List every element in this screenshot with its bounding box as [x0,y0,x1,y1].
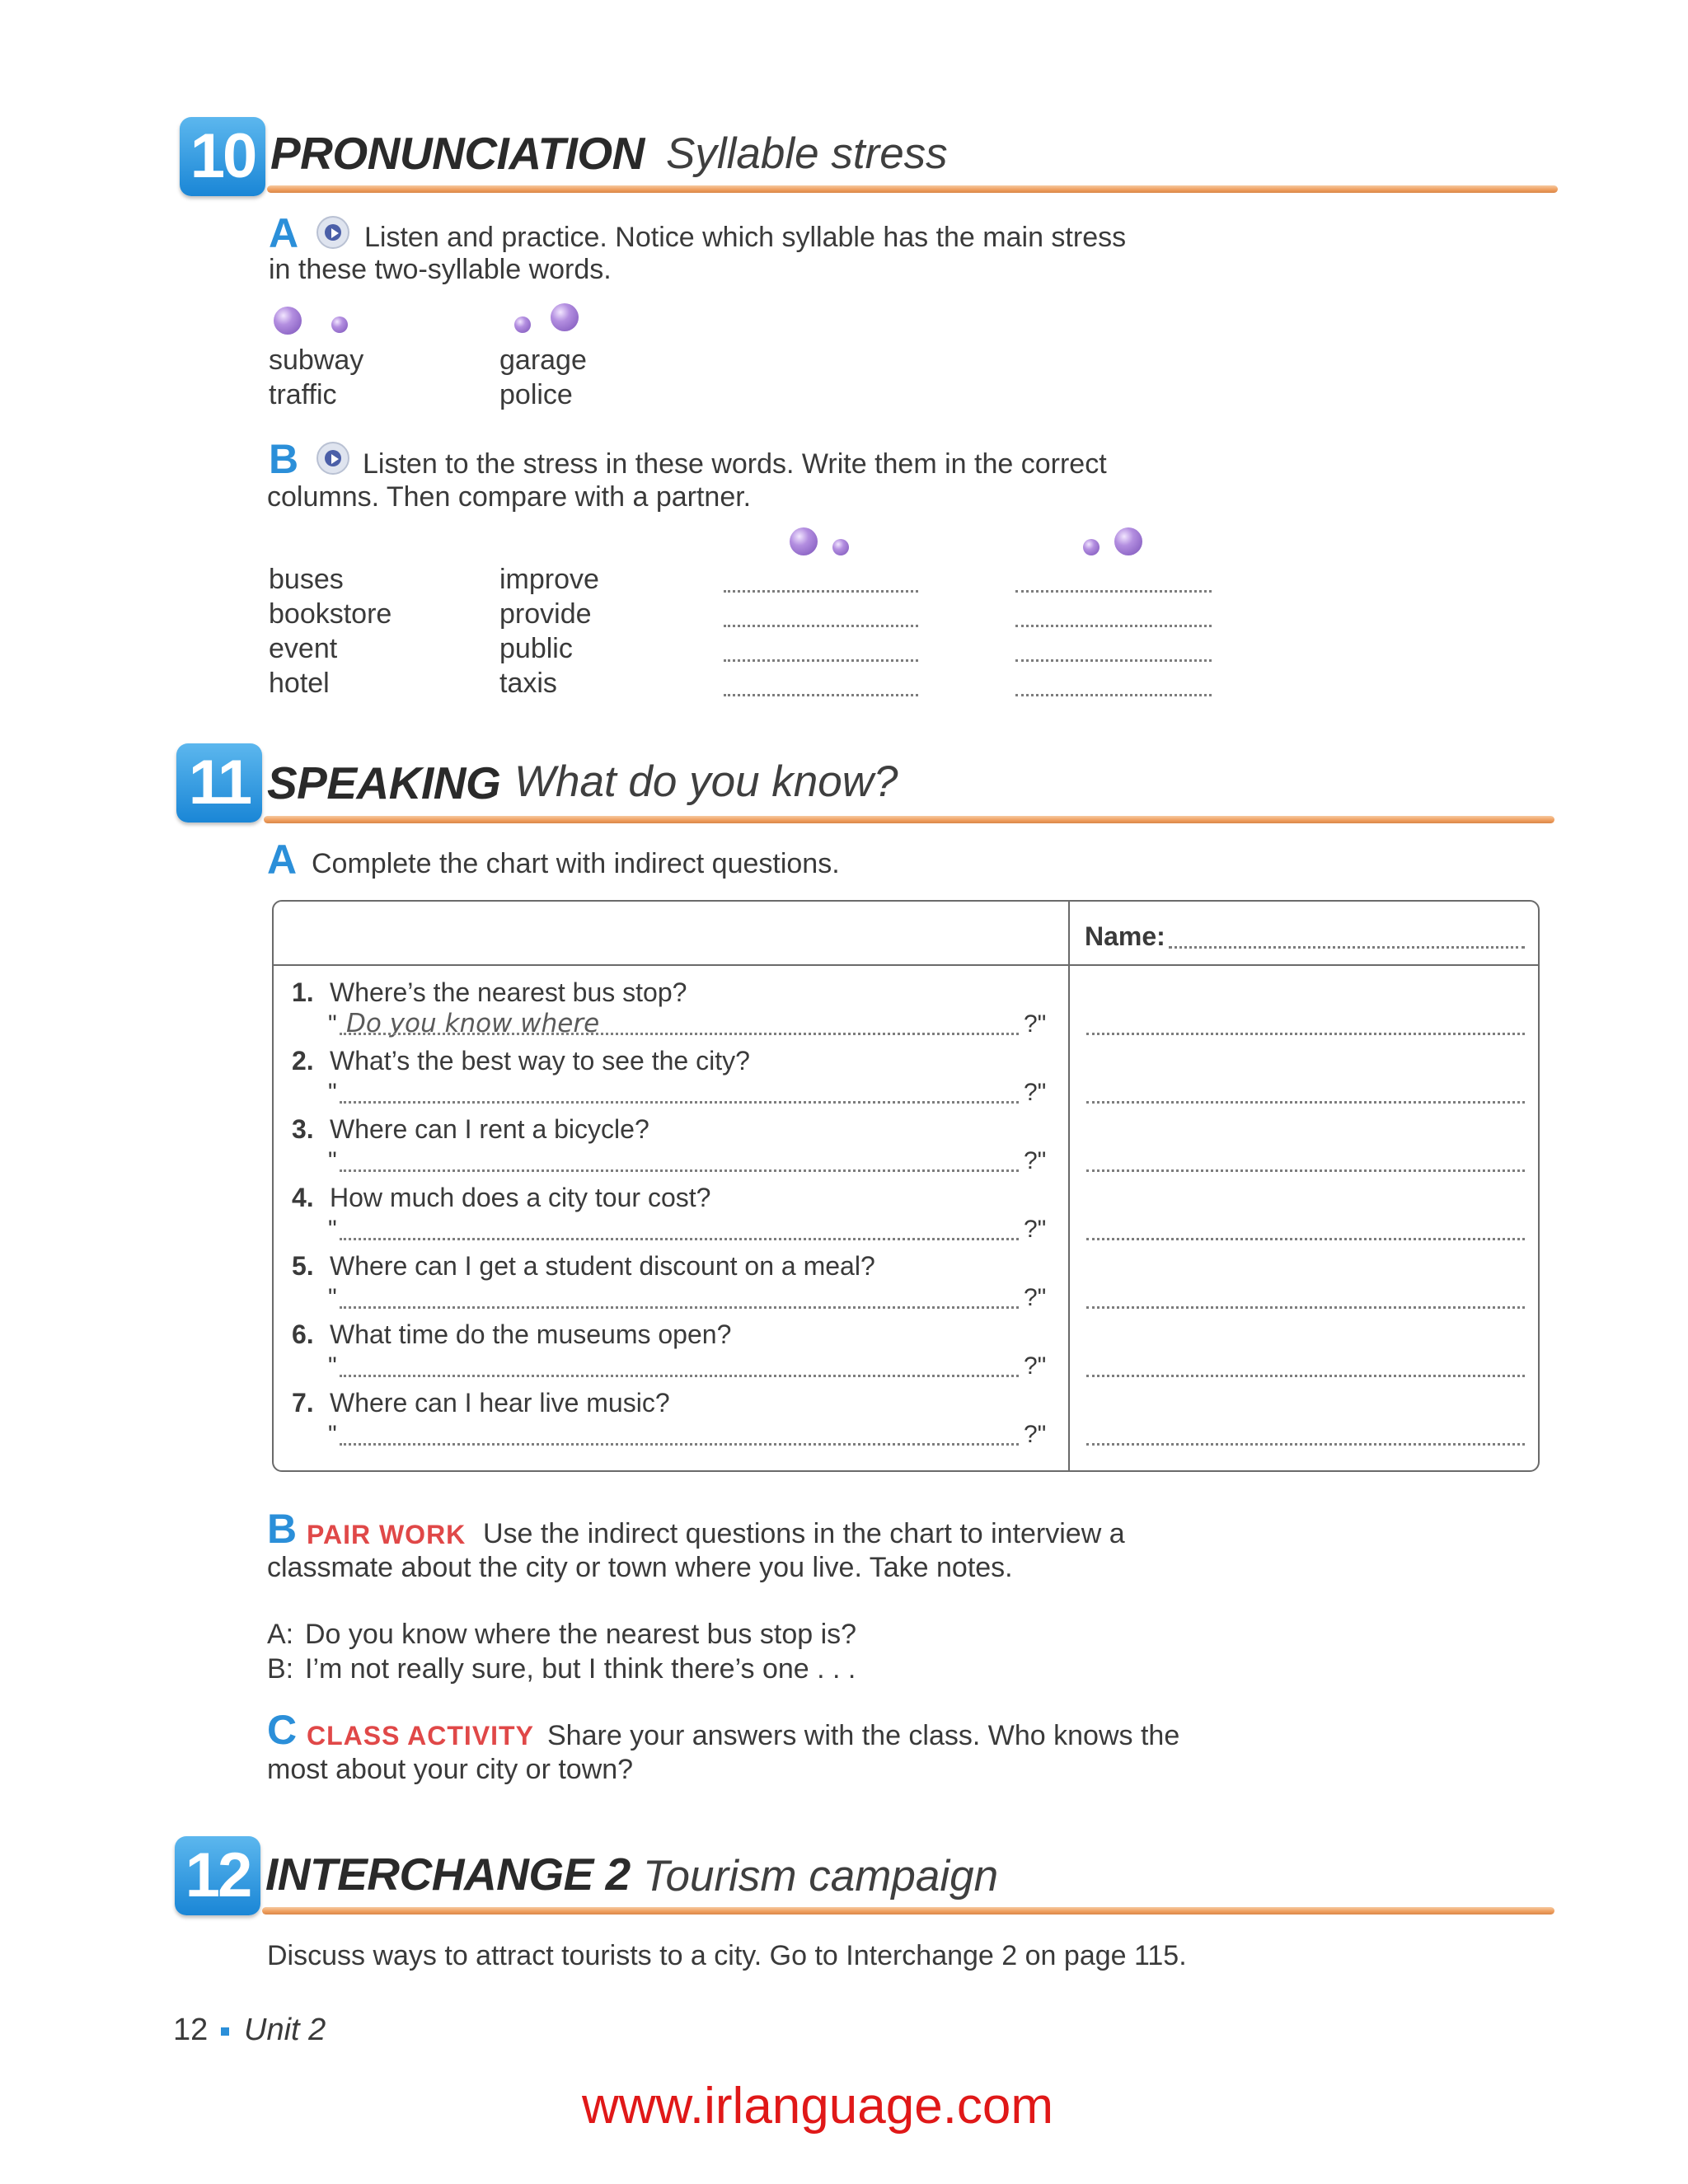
chart-name-label: Name: [1085,921,1165,951]
section-11-title: SPEAKING [267,757,501,808]
stress-dot-large-icon [790,527,818,555]
answer-line-second-stress[interactable] [1015,590,1212,593]
word-buses: buses [269,564,344,595]
question-number: 6. [292,1319,314,1349]
answer-open-quote: " [328,1421,337,1448]
classmate-answer-field[interactable] [1086,1033,1525,1035]
answer-close-mark: ?" [1024,1010,1047,1038]
pair-work-label: PAIR WORK [307,1520,467,1549]
answer-line-first-stress[interactable] [724,659,918,662]
stress-dot-small-icon [1083,539,1100,555]
classmate-answer-field[interactable] [1086,1306,1525,1309]
section-10-part-a-line2: in these two-syllable words. [269,254,612,285]
section-12-title: INTERCHANGE 2 [265,1849,631,1900]
word-traffic: traffic [269,379,337,410]
answer-line-first-stress[interactable] [724,625,918,627]
class-activity-label: CLASS ACTIVITY [307,1721,534,1750]
dialog-line-a: Do you know where the nearest bus stop is? [305,1619,857,1650]
audio-play-icon[interactable] [316,216,349,249]
question-number: 5. [292,1251,314,1281]
classmate-answer-field[interactable] [1086,1443,1525,1446]
section-12-subtitle: Tourism campaign [643,1852,999,1900]
indirect-question-field[interactable] [340,1443,1019,1446]
section-12-text: Discuss ways to attract tourists to a city. Go to Interchange 2 on page 115. [267,1940,1187,1971]
section-11-rule [264,816,1554,823]
question-text: How much does a city tour cost? [330,1183,711,1212]
watermark: www.irlanguage.com [582,2078,1054,2135]
example-answer: Do you know where [346,1009,600,1038]
section-11-number: 11 [176,743,262,823]
classmate-answer-field[interactable] [1086,1169,1525,1172]
chart-divider [1068,900,1070,1472]
question-text: What time do the museums open? [330,1319,732,1349]
dialog-speaker-b: B: [267,1653,294,1685]
answer-close-mark: ?" [1024,1079,1047,1106]
section-10-part-a-letter: A [269,210,299,256]
unit-label: Unit 2 [244,2013,326,2047]
word-public: public [499,633,573,664]
answer-open-quote: " [328,1147,337,1174]
answer-line-first-stress[interactable] [724,590,918,593]
section-11-part-a-letter: A [267,837,298,883]
section-12-number: 12 [175,1836,260,1915]
stress-dot-large-icon [274,307,302,335]
indirect-question-field[interactable] [340,1375,1019,1377]
indirect-question-field[interactable] [340,1169,1019,1172]
word-event: event [269,633,338,664]
section-10-subtitle: Syllable stress [666,129,948,178]
word-police: police [499,379,573,410]
answer-close-mark: ?" [1024,1284,1047,1311]
answer-close-mark: ?" [1024,1352,1047,1380]
word-provide: provide [499,598,592,630]
section-10-title: PRONUNCIATION [270,128,645,179]
section-10-number: 10 [180,117,265,196]
chart-header-rule [272,964,1540,966]
section-11-part-b-letter: B [267,1506,298,1552]
question-text: What’s the best way to see the city? [330,1046,750,1076]
section-11-part-b-line1: Use the indirect questions in the chart to interview a [483,1518,1125,1549]
classmate-answer-field[interactable] [1086,1101,1525,1104]
stress-dot-small-icon [514,316,531,333]
word-bookstore: bookstore [269,598,392,630]
answer-open-quote: " [328,1352,337,1380]
question-text: Where can I hear live music? [330,1388,670,1418]
section-12-rule [262,1907,1554,1915]
audio-play-icon[interactable] [316,442,349,475]
question-number: 3. [292,1114,314,1144]
indirect-question-field[interactable] [340,1033,1019,1035]
section-10-part-b-letter: B [269,436,299,482]
classmate-answer-field[interactable] [1086,1375,1525,1377]
indirect-question-field[interactable] [340,1101,1019,1104]
stress-dot-large-icon [551,303,579,331]
answer-open-quote: " [328,1079,337,1106]
answer-line-second-stress[interactable] [1015,625,1212,627]
dialog-speaker-a: A: [267,1619,294,1650]
question-text: Where’s the nearest bus stop? [330,977,687,1007]
question-text: Where can I get a student discount on a meal? [330,1251,875,1281]
question-number: 1. [292,977,314,1007]
question-number: 2. [292,1046,314,1076]
page-number: 12 [173,2013,209,2047]
classmate-answer-field[interactable] [1086,1238,1525,1240]
section-11-part-c-line2: most about your city or town? [267,1754,634,1785]
section-10-part-b-line1: Listen to the stress in these words. Write them in the correct [363,448,1107,480]
indirect-question-field[interactable] [340,1306,1019,1309]
answer-line-second-stress[interactable] [1015,694,1212,696]
word-hotel: hotel [269,668,330,699]
answer-close-mark: ?" [1024,1147,1047,1174]
stress-dot-small-icon [832,539,849,555]
answer-close-mark: ?" [1024,1216,1047,1243]
answer-open-quote: " [328,1216,337,1243]
answer-open-quote: " [328,1284,337,1311]
answer-line-second-stress[interactable] [1015,659,1212,662]
section-10-part-b-line2: columns. Then compare with a partner. [267,481,752,513]
answer-close-mark: ?" [1024,1421,1047,1448]
answer-line-first-stress[interactable] [724,694,918,696]
question-text: Where can I rent a bicycle? [330,1114,649,1144]
dialog-line-b: I’m not really sure, but I think there’s one . . . [305,1653,856,1685]
word-garage: garage [499,344,587,376]
section-11-part-c-line1: Share your answers with the class. Who knows the [547,1720,1180,1751]
chart-name-field[interactable] [1169,946,1525,949]
stress-dot-small-icon [331,316,348,333]
section-11-subtitle: What do you know? [514,757,898,806]
answer-open-quote: " [328,1010,337,1038]
word-subway: subway [269,344,364,376]
indirect-question-field[interactable] [340,1238,1019,1240]
footer-separator [221,2027,229,2036]
section-11-part-b-line2: classmate about the city or town where you live. Take notes. [267,1552,1013,1583]
section-11-part-c-letter: C [267,1707,298,1753]
section-11-part-a-text: Complete the chart with indirect questions. [312,848,840,879]
question-number: 4. [292,1183,314,1212]
question-number: 7. [292,1388,314,1418]
word-improve: improve [499,564,599,595]
stress-dot-large-icon [1114,527,1142,555]
word-taxis: taxis [499,668,557,699]
section-10-rule [267,185,1558,193]
section-10-part-a-line1: Listen and practice. Notice which syllable has the main stress [364,222,1127,253]
